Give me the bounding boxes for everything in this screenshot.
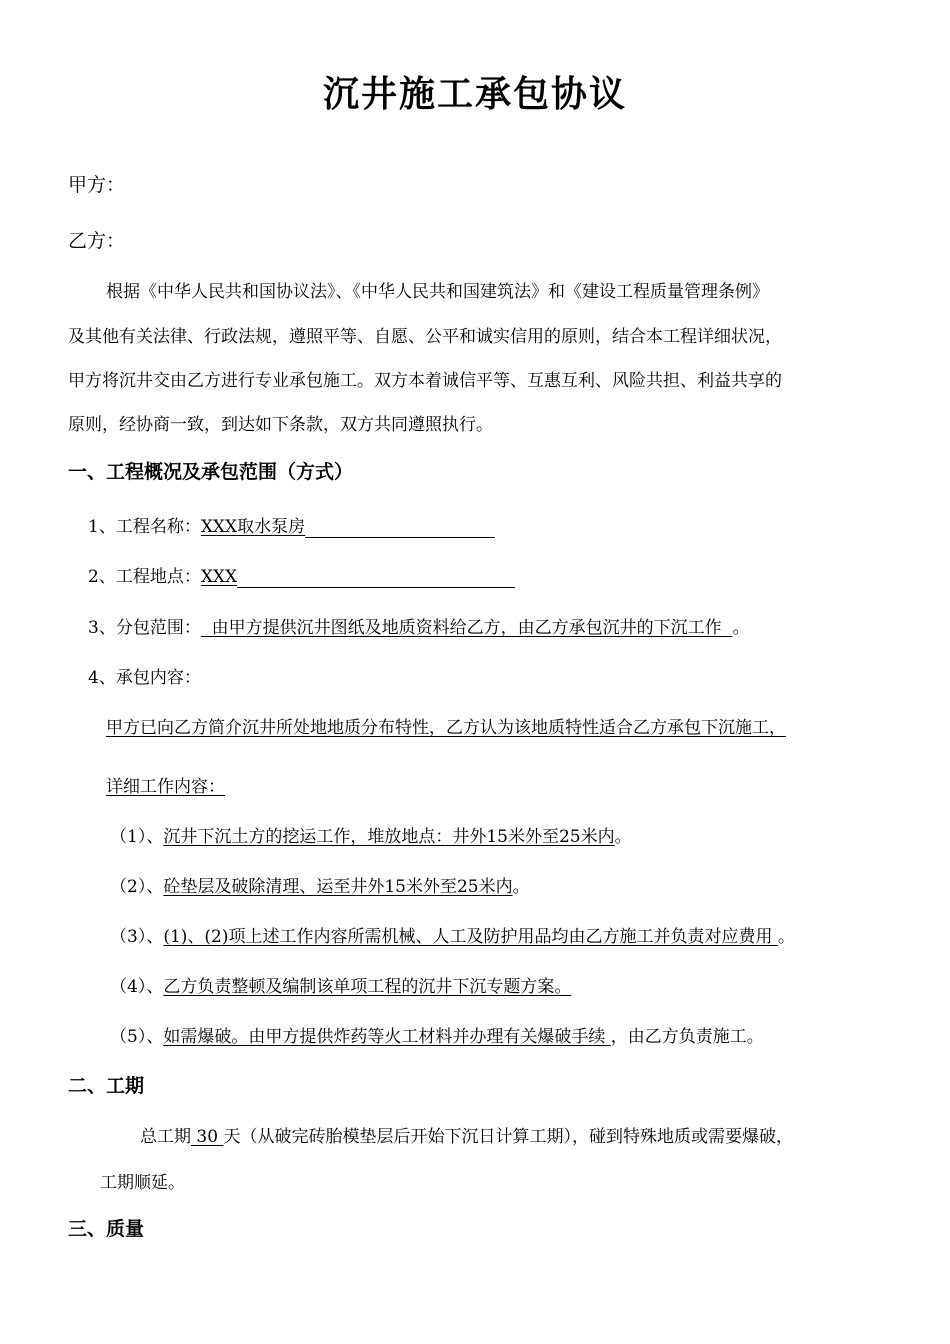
sub-item-5-end: ，由乙方负责施工。 [610,1027,764,1047]
schedule-prefix: 总工期 [140,1127,191,1147]
item-2-label: 2、工程地点： [88,567,201,587]
sub-item-4 [110,976,571,998]
sub-item-2-end: 。 [512,877,530,897]
project-name-field [201,516,495,538]
sub-item-5-label: （5）、 [110,1027,164,1047]
scope-end: 。 [732,618,750,638]
sub-item-2-value: 砼垫层及破除清理、运至井外15米外至25米内 [163,877,513,897]
sub-item-3-label: （3）、 [110,927,164,947]
document-title: 沉井施工承包协议 [322,73,627,115]
sub-item-3-end: 。 [777,927,795,947]
sub-item-1-end: 。 [614,827,632,847]
schedule-line-1 [140,1126,793,1148]
item-3-scope [88,617,749,639]
project-location-value: XXX [200,567,238,587]
party-b-label: 乙方： [68,230,126,252]
section-2-heading: 二、工期 [68,1075,145,1097]
intro-line-4: 原则，经协商一致，到达如下条款，双方共同遵照执行。 [68,415,493,435]
section-1-heading: 一、工程概况及承包范围（方式） [68,461,354,483]
sub-item-5-value: 如需爆破。由甲方提供炸药等火工材料并办理有关爆破手续 [163,1027,611,1047]
schedule-days: 30 [191,1127,224,1147]
item-2-project-location [88,566,515,588]
item-4-label: 4、承包内容： [88,668,201,688]
intro-line-3: 甲方将沉井交由乙方进行专业承包施工。双方本着诚信平等、互惠互利、风险共担、利益共享的 [68,371,782,391]
section-3-heading: 三、质量 [68,1218,145,1240]
intro-line-2: 及其他有关法律、行政法规，遵照平等、自愿、公平和诚实信用的原则，结合本工程详细状况， [68,327,782,347]
project-location-field [201,566,515,588]
item-1-label: 1、工程名称： [88,517,201,537]
schedule-line-2: 工期顺延。 [100,1173,185,1193]
sub-item-1 [110,826,632,848]
schedule-suffix: 天（从破完砖胎模垫层后开始下沉日计算工期），碰到特殊地质或需要爆破， [223,1127,793,1147]
sub-item-5 [110,1026,764,1048]
sub-item-2 [110,876,530,898]
sub-item-2-label: （2）、 [110,877,164,897]
content-line-1: 甲方已向乙方简介沉井所处地地质分布特性，乙方认为该地质特性适合乙方承包下沉施工， [106,718,786,738]
sub-item-3-value: (1)、(2)项上述工作内容所需机械、人工及防护用品均由乙方施工并负责对应费用 [163,927,778,947]
sub-item-4-value: 乙方负责整顿及编制该单项工程的沉井下沉专题方案。 [163,977,572,997]
item-3-label: 3、分包范围： [88,618,201,638]
content-line-2: 详细工作内容： [106,777,225,797]
party-a-label: 甲方： [68,174,126,196]
sub-item-3 [110,926,795,948]
sub-item-4-label: （4）、 [110,977,164,997]
intro-line-1: 根据《中华人民共和国协议法》、《中华人民共和国建筑法》和《建设工程质量管理条例》 [106,282,769,302]
project-name-value: XXX取水泵房 [200,517,306,537]
project-location-blank [237,569,515,588]
sub-item-1-value: 沉井下沉土方的挖运工作，堆放地点：井外15米外至25米内 [163,827,615,847]
item-1-project-name [88,516,495,538]
project-name-blank [305,519,495,538]
scope-value: 由甲方提供沉井图纸及地质资料给乙方，由乙方承包沉井的下沉工作 [200,618,733,638]
sub-item-1-label: （1）、 [110,827,164,847]
